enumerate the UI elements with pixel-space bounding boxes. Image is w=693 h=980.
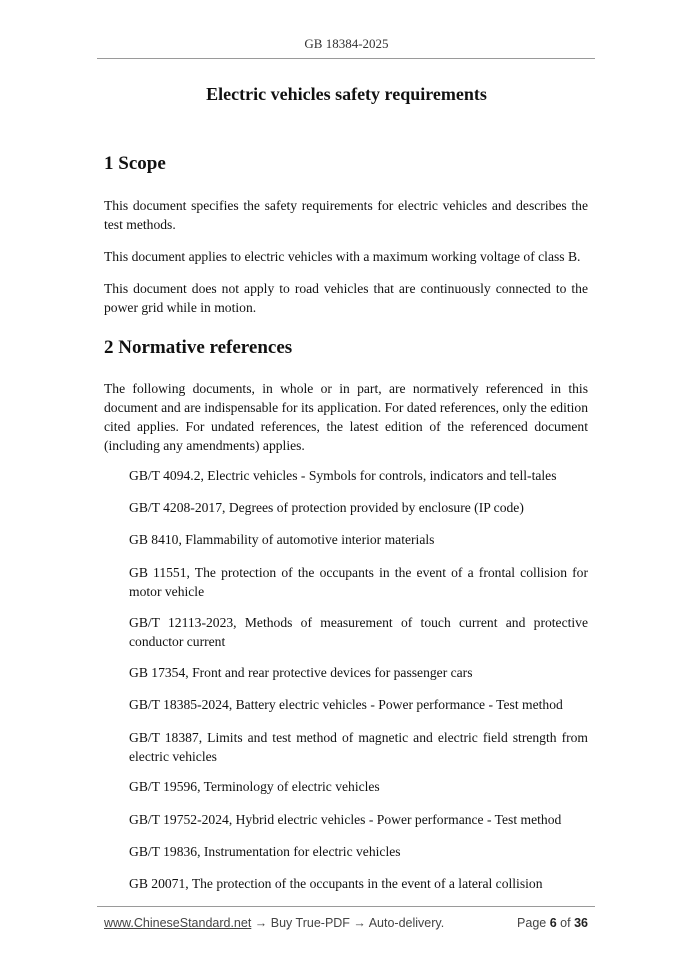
reference-item: GB 8410, Flammability of automotive interior materials: [129, 532, 435, 547]
scope-paragraph: This document specifies the safety requirements for electric vehicles and describes the test methods.: [104, 198, 588, 232]
reference-item: GB/T 19596, Terminology of electric vehicles: [129, 779, 380, 794]
current-page-number: 6: [549, 916, 557, 930]
website-link[interactable]: www.ChineseStandard.net: [104, 916, 252, 930]
references-intro-paragraph: The following documents, in whole or in part, are normatively referenced in this document and are indispensable for its application. For dated references, only the edition cited applies. For undated references, the latest edition of the referenced document (including any amendments) applies.: [104, 381, 588, 453]
reference-item: GB/T 18385-2024, Battery electric vehicles - Power performance - Test method: [129, 697, 563, 712]
running-header: GB 18384-2025: [304, 36, 389, 51]
page-indicator: [517, 916, 588, 930]
reference-item: GB/T 18387, Limits and test method of magnetic and electric field strength from electric vehicles: [129, 730, 588, 764]
of-label: of: [560, 916, 571, 930]
footer-promo-text: → Buy True-PDF → Auto-delivery.: [251, 916, 445, 930]
reference-item: GB/T 12113-2023, Methods of measurement of touch current and protective conductor current: [129, 615, 588, 649]
header-divider: [97, 58, 595, 59]
reference-item: GB 11551, The protection of the occupants in the event of a frontal collision for motor vehicle: [129, 565, 588, 599]
total-pages: 36: [574, 916, 588, 930]
document-title: Electric vehicles safety requirements: [206, 84, 487, 104]
reference-item: GB/T 4208-2017, Degrees of protection provided by enclosure (IP code): [129, 500, 524, 515]
reference-item: GB/T 19752-2024, Hybrid electric vehicles - Power performance - Test method: [129, 812, 562, 827]
reference-item: GB 17354, Front and rear protective devices for passenger cars: [129, 665, 473, 680]
reference-item: GB/T 19836, Instrumentation for electric vehicles: [129, 844, 401, 859]
reference-item: GB 20071, The protection of the occupants in the event of a lateral collision: [129, 876, 543, 891]
reference-item: GB/T 4094.2, Electric vehicles - Symbols for controls, indicators and tell-tales: [129, 468, 557, 483]
page-label: Page: [517, 916, 547, 930]
page-footer: [104, 916, 588, 930]
footer-divider: [97, 906, 595, 907]
section-heading-scope: 1 Scope: [104, 153, 166, 174]
scope-paragraph: This document does not apply to road vehicles that are continuously connected to the power grid while in motion.: [104, 281, 588, 315]
section-heading-normative-references: 2 Normative references: [104, 337, 293, 358]
scope-paragraph: This document applies to electric vehicles with a maximum working voltage of class B.: [104, 249, 581, 264]
